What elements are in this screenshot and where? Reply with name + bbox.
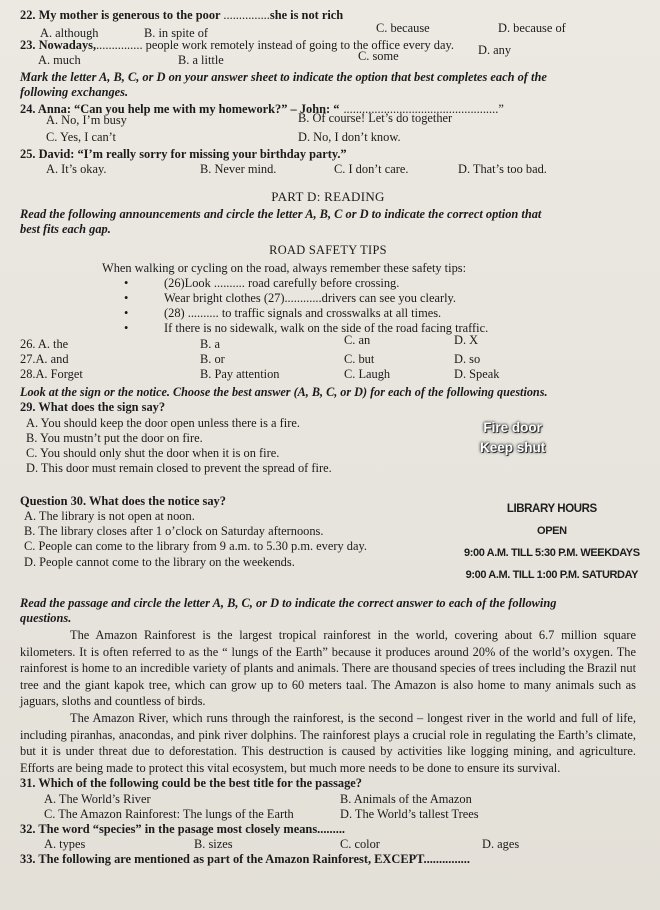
passage-instruction-cont: questions.	[20, 610, 72, 625]
q30-option-a[interactable]: A. The library is not open at noon.	[24, 509, 195, 524]
q27-option-a[interactable]: 27.A. and	[20, 352, 69, 367]
q24-end: ”	[498, 101, 504, 116]
question-29: 29. What does the sign say?	[20, 400, 166, 415]
q22-blank: ...............	[223, 8, 270, 22]
q30-option-c[interactable]: C. People can come to the library from 9 a.m. to 5.30 p.m. every day.	[24, 539, 367, 554]
fire-door-sign	[480, 418, 545, 458]
q25-option-b[interactable]: B. Never mind.	[200, 162, 277, 177]
library-notice-open: OPEN	[537, 525, 567, 537]
q23-stem-a: 23. Nowadays,	[20, 38, 97, 53]
q24-blank: ..................................................	[343, 101, 499, 116]
library-notice-saturday: 9:00 A.M. TILL 1:00 P.M. SATURDAY	[465, 569, 639, 581]
question-30: Question 30. What does the notice say?	[20, 494, 226, 509]
road-tip-1: • (26)Look .......... road carefully before crossing.	[124, 275, 400, 290]
q29-option-a[interactable]: A. You should keep the door open unless there is a fire.	[26, 415, 300, 430]
exchange-instruction: Mark the letter A, B, C, or D on your answer sheet to indicate the option that best completes each of the	[20, 69, 547, 84]
road-safety-title: ROAD SAFETY TIPS	[269, 243, 387, 258]
passage-paragraph-2: The Amazon River, which runs through the rainforest, is the second – longest river in the world and full of life, including piranhas, anacondas, and pink river dolphins. The rainforest plays a crucial role in regulating the Earth’s climate, but it is under threat due to deforestation. This destruction is caused by activities like logging mining, and agriculture. Efforts are being made to protect this vital ecosystem, but much more needs to be done to ensure its survival.	[20, 711, 636, 775]
passage-instruction: Read the passage and circle the letter A, B, C, or D to indicate the correct answer to each of the following	[20, 595, 557, 610]
q31-options-1	[20, 792, 636, 807]
q28-option-d[interactable]: D. Speak	[454, 367, 500, 382]
road-tip-2: • Wear bright clothes (27)............drivers can see you clearly.	[124, 290, 457, 305]
q23-option-b[interactable]: B. a little	[178, 53, 224, 68]
q24-option-d[interactable]: D. No, I don’t know.	[298, 130, 401, 144]
q26-option-c[interactable]: C. an	[344, 333, 371, 348]
q31-option-a[interactable]: A. The World’s River	[44, 791, 151, 806]
fire-door-sign-line1: Fire door	[483, 420, 542, 435]
q23-option-d[interactable]: D. any	[478, 43, 512, 58]
q22-options	[20, 21, 636, 41]
library-hours-notice	[464, 498, 640, 586]
part-d-title: PART D: READING	[271, 189, 385, 205]
q27-option-c[interactable]: C. but	[344, 352, 375, 367]
q25-option-c[interactable]: C. I don’t care.	[334, 162, 409, 177]
announce-instruction-cont: best fits each gap.	[20, 222, 111, 237]
q25-option-d[interactable]: D. That’s too bad.	[458, 162, 547, 177]
q22-option-d[interactable]: D. because of	[498, 21, 566, 36]
q22-stem-b: she is not rich	[269, 8, 344, 22]
question-32: 32. The word “species” in the pasage most closely means.........	[20, 821, 346, 836]
road-safety-intro: When walking or cycling on the road, always remember these safety tips:	[102, 260, 467, 275]
q32-options	[20, 837, 636, 852]
q32-option-a[interactable]: A. types	[44, 836, 86, 851]
passage-paragraph-1: The Amazon Rainforest is the largest tropical rainforest in the world, covering about 6.7 million square kilometers. It is often referred to as the “ lungs of the Earth” because it produces around 20% of the world’s oxygen. The rainforest is home to an incredible variety of plants and animals. There are thousand species of trees including the Brazil nut tree and the giant kapok tree, which can grow up to 60 meters taal. The Amazon is also home to many animals such as jaguars, sloths and countless of birds.	[20, 627, 637, 709]
q23-option-a[interactable]: A. much	[38, 53, 81, 68]
exchange-instruction-cont	[20, 85, 636, 100]
q23-option-c[interactable]: C. some	[358, 49, 399, 64]
road-safety-list	[124, 276, 636, 337]
q29-option-b[interactable]: B. You mustn’t put the door on fire.	[26, 430, 203, 445]
announce-instruction: Read the following announcements and circle the letter A, B, C or D to indicate the correct option that	[20, 207, 542, 222]
q28-option-b[interactable]: B. Pay attention	[200, 367, 280, 382]
q26-option-a[interactable]: 26. A. the	[20, 337, 69, 352]
q28-options	[20, 367, 636, 382]
q30-option-d[interactable]: D. People cannot come to the library on the weekends.	[24, 554, 295, 569]
q22-stem-a: 22. My mother is generous to the poor	[20, 8, 224, 22]
q27-option-d[interactable]: D. so	[454, 352, 481, 367]
q24-option-c[interactable]: C. Yes, I can’t	[46, 130, 116, 144]
q26-option-d[interactable]: D. X	[454, 333, 479, 348]
q23-blank: ...............	[96, 38, 143, 53]
q29-option-d[interactable]: D. This door must remain closed to prevent the spread of fire.	[26, 460, 332, 475]
q26-option-b[interactable]: B. a	[200, 337, 220, 352]
q32-option-b[interactable]: B. sizes	[194, 836, 233, 851]
q22-option-c[interactable]: C. because	[376, 21, 430, 36]
road-tip-4: • If there is no sidewalk, walk on the side of the road facing traffic.	[124, 321, 489, 336]
q24-option-b[interactable]: B. Of course! Let’s do together	[298, 110, 453, 125]
q22-option-b[interactable]: B. in spite of	[144, 26, 209, 41]
q24-option-a[interactable]: A. No, I’m busy	[46, 112, 127, 127]
q24-stem: 24. Anna: “Can you help me with my homework?” – John: “	[20, 101, 340, 116]
q25-option-a[interactable]: A. It’s okay.	[46, 162, 107, 177]
q31-option-c[interactable]: C. The Amazon Rainforest: The lungs of the Earth	[44, 806, 294, 821]
q24-options-2	[20, 130, 636, 145]
q28-option-c[interactable]: C. Laugh	[344, 367, 391, 382]
question-25: 25. David: “I’m really sorry for missing your birthday party.”	[20, 147, 347, 162]
q27-option-b[interactable]: B. or	[200, 352, 225, 367]
q23-stem-b: people work remotely instead of going to the office every day.	[142, 38, 454, 53]
question-33: 33. The following are mentioned as part of the Amazon Rainforest, EXCEPT...............	[20, 852, 470, 867]
q30-option-b[interactable]: B. The library closes after 1 o’clock on Saturday afternoons.	[24, 524, 324, 539]
q31-option-d[interactable]: D. The World’s tallest Trees	[340, 806, 479, 821]
q29-option-c[interactable]: C. You should only shut the door when it is on fire.	[26, 445, 280, 460]
exchange-instruction-b: following exchanges.	[20, 84, 129, 99]
q22-option-a[interactable]: A. although	[40, 26, 99, 41]
road-tip-3: • (28) .......... to traffic signals and crosswalks at all times.	[124, 305, 442, 320]
q32-option-d[interactable]: D. ages	[482, 836, 520, 851]
library-notice-title: LIBRARY HOURS	[506, 503, 597, 515]
q25-options	[20, 162, 636, 177]
library-notice-weekdays: 9:00 A.M. TILL 5:30 P.M. WEEKDAYS	[464, 547, 640, 559]
q27-options	[20, 352, 636, 367]
question-31: 31. Which of the following could be the best title for the passage?	[20, 776, 363, 791]
q28-option-a[interactable]: 28.A. Forget	[20, 367, 83, 382]
q32-option-c[interactable]: C. color	[340, 836, 380, 851]
q31-options-2	[20, 807, 636, 822]
fire-door-sign-line2: Keep shut	[480, 440, 546, 455]
sign-instruction: Look at the sign or the notice. Choose the best answer (A, B, C, or D) for each of the following questions.	[20, 384, 548, 399]
q26-options	[20, 333, 636, 352]
q31-option-b[interactable]: B. Animals of the Amazon	[340, 791, 472, 806]
